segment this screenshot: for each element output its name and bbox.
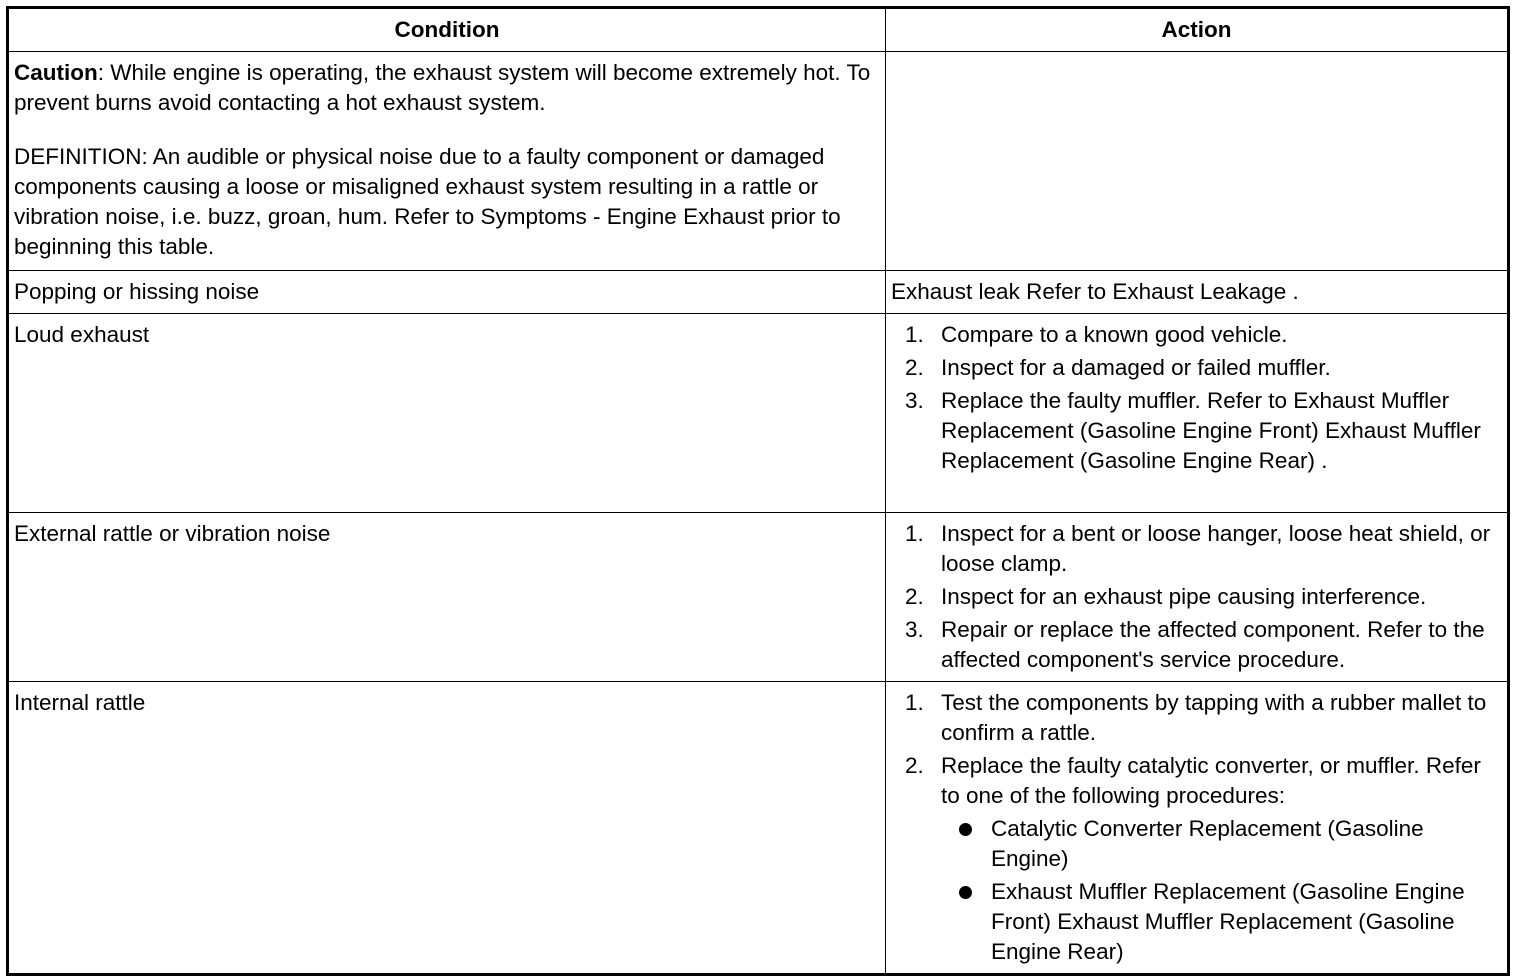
- step-list: [891, 320, 1501, 476]
- table-row: [8, 682, 1509, 975]
- step-text: Replace the faulty catalytic converter, or muffler. Refer to one of the following procedures:: [941, 753, 1481, 808]
- step-text: Inspect for a damaged or failed muffler.: [941, 355, 1331, 380]
- list-item: [941, 877, 1501, 967]
- bullet-icon: [959, 886, 972, 899]
- caution-text: : While engine is operating, the exhaust system will become extremely hot. To prevent burns avoid contacting a hot exhaust system.: [14, 60, 871, 115]
- step-text: Inspect for a bent or loose hanger, loose heat shield, or loose clamp.: [941, 521, 1491, 576]
- step-number: 1.: [905, 521, 924, 546]
- condition-cell: Loud exhaust: [8, 314, 886, 513]
- table-row: [8, 513, 1509, 682]
- table-row: [8, 314, 1509, 513]
- condition-cell: External rattle or vibration noise: [8, 513, 886, 682]
- table-row: [8, 52, 1509, 271]
- list-item: [891, 688, 1501, 748]
- step-list: [891, 688, 1501, 967]
- step-text: Replace the faulty muffler. Refer to Exhaust Muffler Replacement (Gasoline Engine Front) Exhaust Muffler Replacement (Gasoline Engine Rear) .: [941, 388, 1481, 473]
- list-item: [891, 353, 1501, 383]
- list-item: [891, 320, 1501, 350]
- diagnostic-table: [6, 6, 1510, 976]
- list-item: [891, 386, 1501, 476]
- condition-cell: Internal rattle: [8, 682, 886, 975]
- header-action: Action: [886, 8, 1509, 52]
- empty-action-cell: [886, 52, 1509, 271]
- list-item: [891, 582, 1501, 612]
- procedure-text: Catalytic Converter Replacement (Gasoline Engine): [991, 816, 1424, 871]
- step-number: 1.: [905, 690, 924, 715]
- header-condition: Condition: [8, 8, 886, 52]
- action-cell: [886, 513, 1509, 682]
- action-cell: [886, 314, 1509, 513]
- table-row: [8, 271, 1509, 314]
- caution-cell: [8, 52, 886, 271]
- step-number: 2.: [905, 355, 924, 380]
- action-cell: Exhaust leak Refer to Exhaust Leakage .: [886, 271, 1509, 314]
- step-number: 3.: [905, 388, 924, 413]
- step-text: Test the components by tapping with a rubber mallet to confirm a rattle.: [941, 690, 1487, 745]
- caution-label: Caution: [14, 60, 98, 85]
- action-cell: [886, 682, 1509, 975]
- step-text: Compare to a known good vehicle.: [941, 322, 1288, 347]
- procedure-text: Exhaust Muffler Replacement (Gasoline Engine Front) Exhaust Muffler Replacement (Gasoline Engine Rear): [991, 879, 1465, 964]
- definition-note: DEFINITION: An audible or physical noise due to a faulty component or damaged components causing a loose or misaligned exhaust system resulting in a rattle or vibration noise, i.e. buzz, groan, hum. Refer to Symptoms - Engine Exhaust prior to beginning this table.: [14, 144, 841, 259]
- list-item: [891, 519, 1501, 579]
- step-text: Repair or replace the affected component. Refer to the affected component's service procedure.: [941, 617, 1485, 672]
- bullet-icon: [959, 823, 972, 836]
- caution-note: [14, 58, 879, 118]
- list-item: [891, 751, 1501, 967]
- step-number: 3.: [905, 617, 924, 642]
- procedure-list: [941, 814, 1501, 967]
- list-item: [891, 615, 1501, 675]
- step-number: 1.: [905, 322, 924, 347]
- step-number: 2.: [905, 753, 924, 778]
- header-row: [8, 8, 1509, 52]
- step-number: 2.: [905, 584, 924, 609]
- condition-cell: Popping or hissing noise: [8, 271, 886, 314]
- list-item: [941, 814, 1501, 874]
- step-text: Inspect for an exhaust pipe causing interference.: [941, 584, 1427, 609]
- step-list: [891, 519, 1501, 675]
